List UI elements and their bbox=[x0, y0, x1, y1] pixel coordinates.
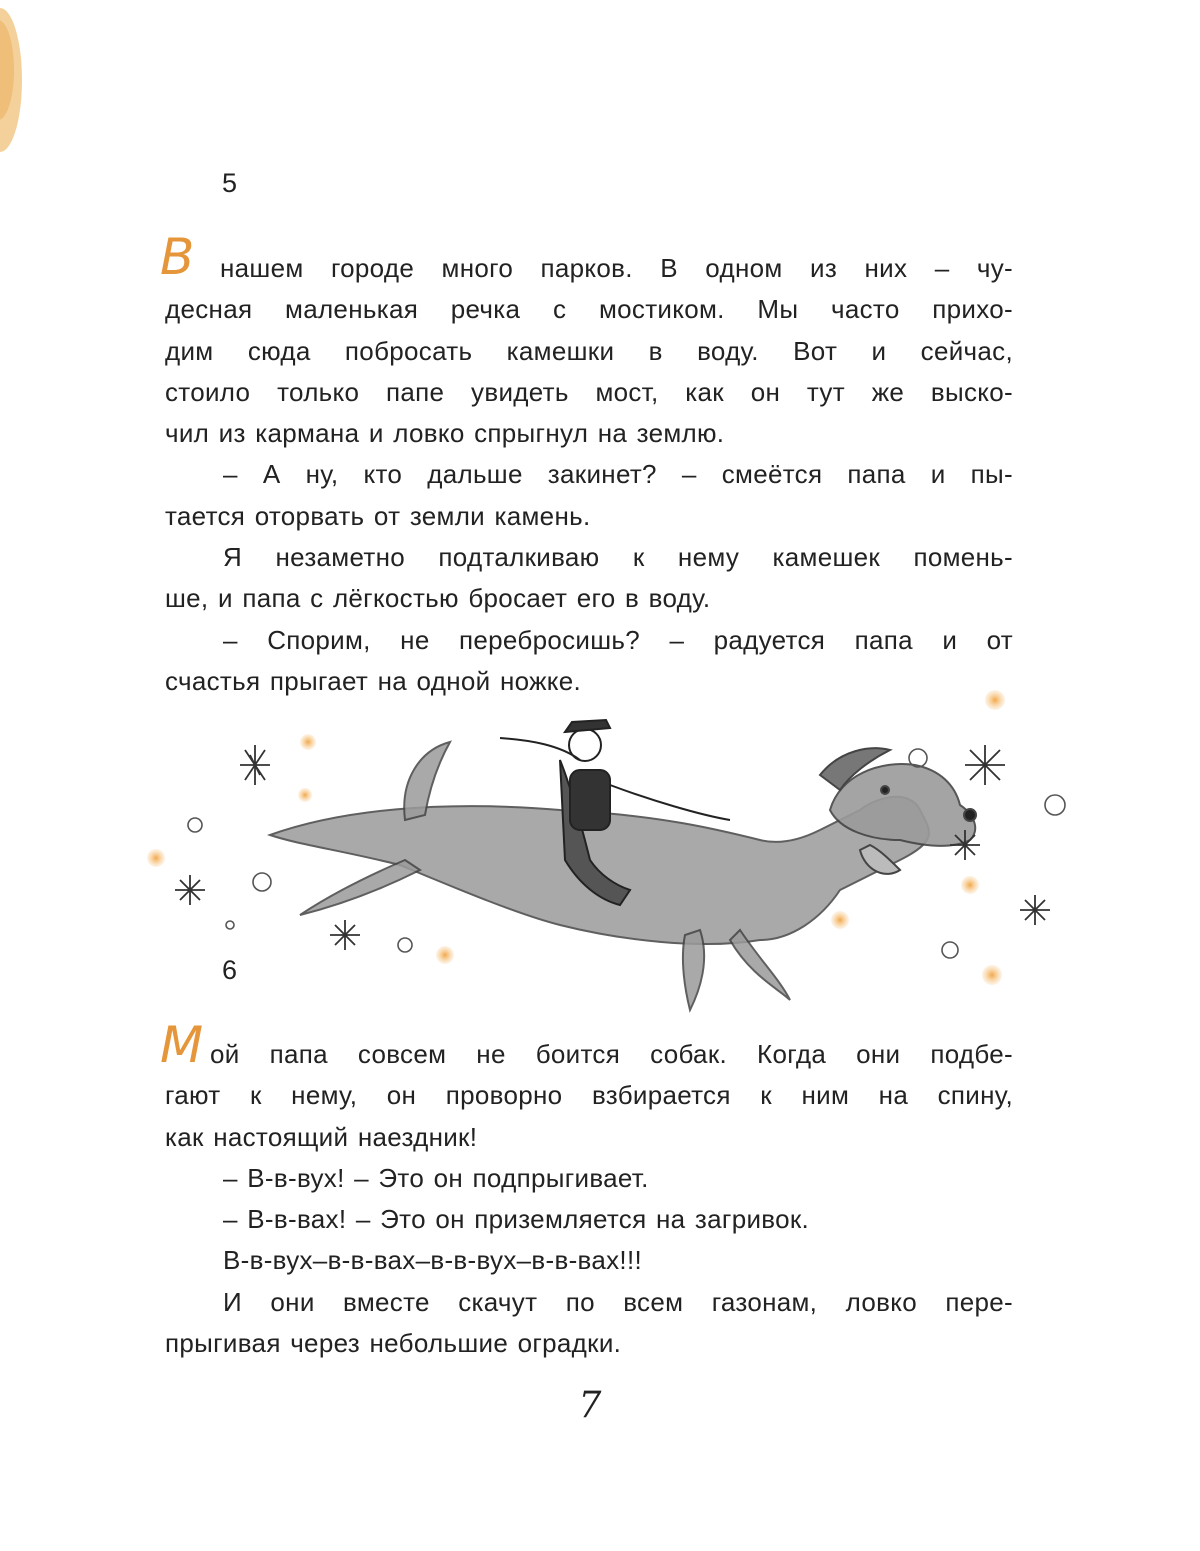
text-line: ше, и папа с лёгкостью бросает его в воду. bbox=[165, 583, 711, 614]
page-number: 7 bbox=[578, 1385, 602, 1426]
drop-cap: М bbox=[160, 1016, 204, 1074]
text-line: стоило только папе увидеть мост, как он тут же выско- bbox=[165, 376, 1013, 407]
text-line: чил из кармана и ловко спрыгнул на землю. bbox=[165, 418, 725, 449]
text-line: – А ну, кто дальше закинет? – смеётся папа и пы- bbox=[223, 459, 1013, 490]
text-line: дим сюда побросать камешки в воду. Вот и сейчас, bbox=[165, 335, 1013, 366]
section-number: 6 bbox=[222, 955, 238, 985]
text-line: В-в-вух–в-в-вах–в-в-вух–в-в-вах!!! bbox=[223, 1245, 642, 1276]
text-line: ой папа совсем не боится собак. Когда они подбе- bbox=[210, 1039, 1013, 1069]
text-line: нашем городе много парков. В одном из них – чу- bbox=[220, 253, 1013, 283]
dog-icon bbox=[270, 742, 976, 1010]
dog-rider-illustration bbox=[140, 690, 1070, 1020]
section-text bbox=[165, 248, 1013, 702]
corner-watercolor-decoration bbox=[0, 0, 30, 170]
text-line: – Спорим, не перебросишь? – радуется папа и от bbox=[223, 624, 1013, 655]
section-text bbox=[165, 1034, 1013, 1364]
text-line: И они вместе скачут по всем газонам, ловко пере- bbox=[223, 1286, 1013, 1317]
text-line: – В-в-вух! – Это он подпрыгивает. bbox=[223, 1162, 649, 1193]
text-line: – В-в-вах! – Это он приземляется на загривок. bbox=[223, 1204, 810, 1235]
text-line: десная маленькая речка с мостиком. Мы часто прихо- bbox=[165, 294, 1013, 325]
text-line: гают к нему, он проворно взбирается к ним на спину, bbox=[165, 1080, 1013, 1111]
section-number: 5 bbox=[222, 168, 238, 198]
text-line: счастья прыгает на одной ножке. bbox=[165, 665, 582, 696]
text-line: Я незаметно подталкиваю к нему камешек помень- bbox=[223, 542, 1013, 573]
text-line: как настоящий наездник! bbox=[165, 1121, 478, 1152]
drop-cap: В bbox=[160, 228, 195, 286]
text-line: прыгивая через небольшие оградки. bbox=[165, 1328, 622, 1359]
text-line: тается оторвать от земли камень. bbox=[165, 500, 591, 531]
